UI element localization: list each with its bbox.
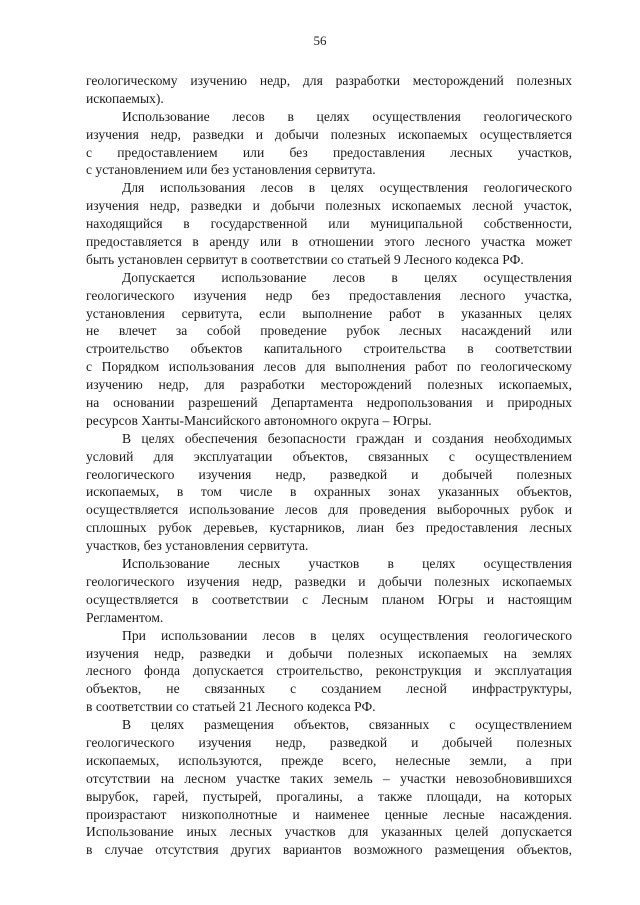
text-line: осуществляется использование лесов для проведения выборочных рубок и	[86, 502, 572, 518]
text-line: с установлением или без установления сервитута.	[86, 162, 376, 178]
paragraph	[86, 179, 572, 268]
text-line: геологического изучения недр, разведкой и добычей полезных	[86, 734, 572, 750]
text-line: отсутствии на лесном участке таких земель – участки невозобновившихся	[86, 770, 572, 786]
text-line: ископаемых, в том числе в охранных зонах указанных объектов,	[86, 484, 572, 500]
text-line: не влечет за собой проведение рубок лесных насаждений или	[86, 323, 572, 339]
text-line: Использование лесов в целях осуществления геологического	[122, 108, 572, 124]
text-line: с предоставлением или без предоставления лесных участков,	[86, 144, 572, 160]
text-line: в случае отсутствия других вариантов возможного размещения объектов,	[86, 842, 572, 858]
text-line: находящийся в государственной или муниципальной собственности,	[86, 216, 572, 232]
paragraph	[86, 72, 572, 108]
paragraph	[86, 627, 572, 716]
text-line: изучению недр, для разработки месторождений полезных ископаемых,	[86, 377, 572, 393]
text-line: Для использования лесов в целях осуществления геологического	[122, 180, 572, 196]
text-line: изучения недр, разведки и добычи полезных ископаемых на землях	[86, 645, 572, 661]
text-line: ископаемых).	[86, 90, 164, 106]
text-line: изучения недр, разведки и добычи полезных ископаемых осуществляется	[86, 126, 572, 142]
text-line: В целях размещения объектов, связанных с осуществлением	[122, 717, 572, 733]
text-line: участков, без установления сервитута.	[86, 538, 309, 554]
text-line: строительство объектов капитального строительства в соответствии	[86, 341, 572, 357]
text-line: лесного фонда допускается строительство, реконструкция и эксплуатация	[86, 663, 572, 679]
text-line: вырубок, гарей, пустырей, прогалины, а также площади, на которых	[86, 788, 572, 804]
text-line: объектов, не связанных с созданием лесной инфраструктуры,	[86, 681, 572, 697]
paragraph	[86, 716, 572, 859]
text-line: на основании разрешений Департамента недропользования и природных	[86, 395, 572, 411]
paragraph	[86, 430, 572, 555]
text-line: Использование лесных участков в целях осуществления	[122, 556, 572, 572]
text-line: произрастают низкополнотные и наименее ценные лесные насаждения.	[86, 806, 572, 822]
paragraph	[86, 555, 572, 627]
text-line: Регламентом.	[86, 609, 164, 625]
text-line: в соответствии со статьей 21 Лесного кодекса РФ.	[86, 699, 376, 715]
text-line: условий для эксплуатации объектов, связанных с осуществлением	[86, 448, 572, 464]
text-line: Допускается использование лесов в целях осуществления	[122, 269, 572, 285]
paragraph	[86, 269, 572, 430]
text-line: изучения недр, разведки и добычи полезных ископаемых лесной участок,	[86, 198, 572, 214]
text-line: установления сервитута, если выполнение работ в указанных целях	[86, 305, 572, 321]
text-line: В целях обеспечения безопасности граждан и создания необходимых	[122, 430, 572, 446]
text-line: ископаемых, используются, прежде всего, нелесные земли, а при	[86, 752, 572, 768]
text-line: осуществляется в соответствии с Лесным планом Югры и настоящим	[86, 591, 572, 607]
text-line: При использовании лесов в целях осуществления геологического	[122, 627, 572, 643]
text-line: предоставляется в аренду или в отношении этого лесного участка может	[86, 234, 572, 250]
text-line: сплошных рубок деревьев, кустарников, лиан без предоставления лесных	[86, 520, 572, 536]
text-line: ресурсов Ханты-Мансийского автономного округа – Югры.	[86, 412, 432, 428]
text-line: быть установлен сервитут в соответствии со статьей 9 Лесного кодекса РФ.	[86, 251, 524, 267]
document-body	[86, 72, 572, 859]
text-line: Использование иных лесных участков для указанных целей допускается	[86, 824, 572, 840]
text-line: с Порядком использования лесов для выполнения работ по геологическому	[86, 359, 572, 375]
text-line: геологического изучения недр без предоставления лесного участка,	[86, 287, 572, 303]
page-number: 56	[313, 33, 327, 48]
text-line: геологического изучения недр, разведкой и добычей полезных	[86, 466, 572, 482]
paragraph	[86, 108, 572, 180]
text-line: геологическому изучению недр, для разработки месторождений полезных	[86, 73, 572, 88]
text-line: геологического изучения недр, разведки и добычи полезных ископаемых	[86, 573, 572, 589]
